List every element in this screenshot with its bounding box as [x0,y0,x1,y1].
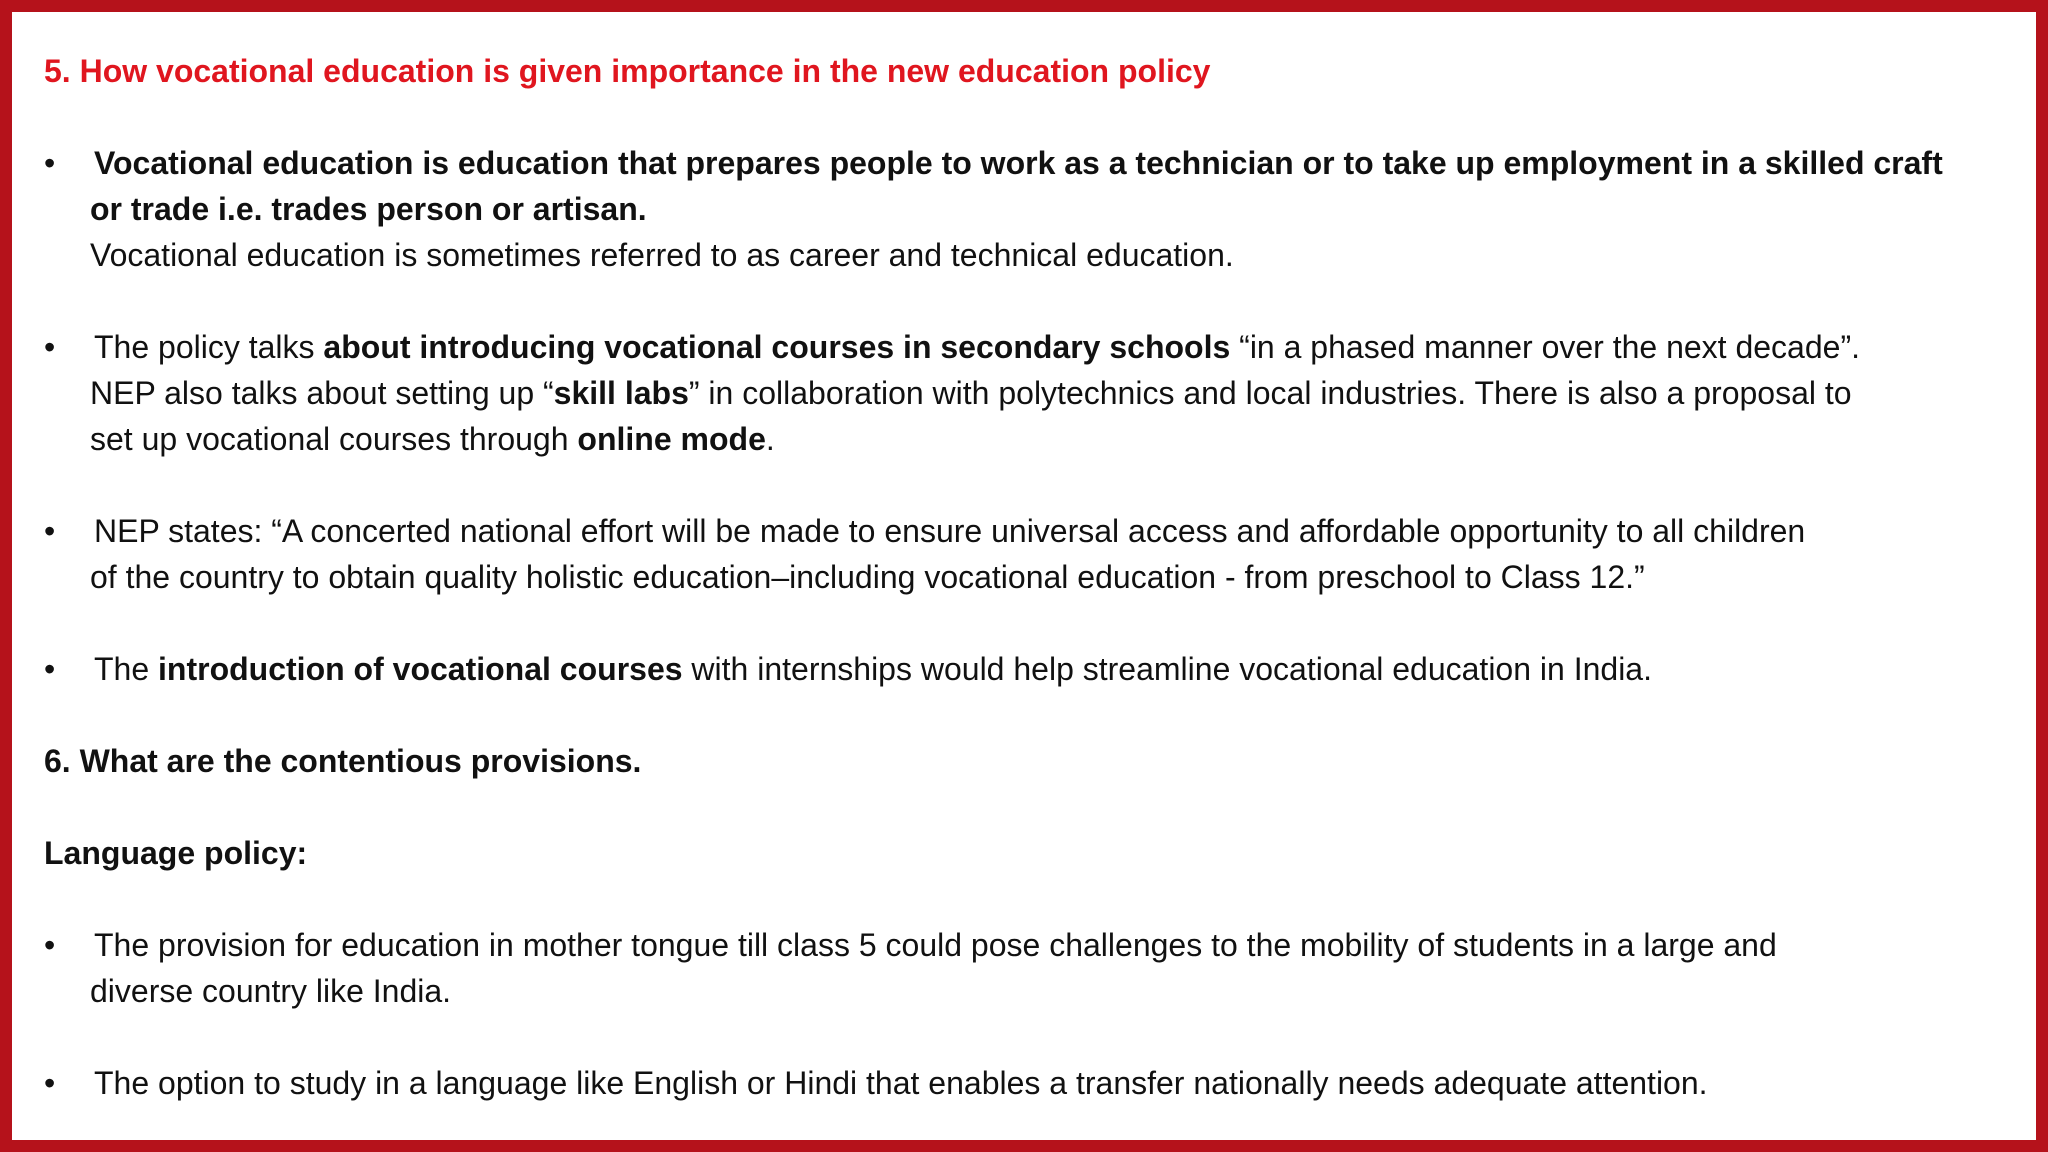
bullet-dot: • [44,329,56,365]
text-run: ” in collaboration with polytechnics and local industries. There is also a proposal to [688,375,1852,411]
text-run-bold: about introducing vocational courses in secondary schools [323,329,1231,365]
bullet-nep-states [44,508,2034,600]
spacer [44,462,2034,508]
bullet-dot: • [44,927,56,963]
text-run: “in a phased manner over the next decade”. [1230,329,1860,365]
text-run: . [765,421,775,457]
text-run: The policy talks [94,329,324,365]
nep-states-line-2: of the country to obtain quality holistic education–including vocational education - from preschool to Class 12.” [90,559,1645,595]
bullet-dot: • [44,145,56,181]
text-run: with internships would help streamline vocational education in India. [682,651,1652,687]
spacer [44,278,2034,324]
text-run: NEP also talks about setting up “ [90,375,554,411]
definition-line-3: Vocational education is sometimes referred to as career and technical education. [90,237,1234,273]
section-5-heading: 5. How vocational education is given importance in the new education policy [44,53,1211,89]
bullet-dot: • [44,651,56,687]
spacer [44,692,2034,738]
bullet-vocational-definition [44,140,2034,278]
spacer [44,600,2034,646]
text-run-bold: online mode [577,421,766,457]
language-policy-subheading: Language policy: [44,835,308,871]
mother-tongue-line-2: diverse country like India. [90,973,452,1009]
text-run-bold: skill labs [553,375,689,411]
spacer [44,876,2034,922]
slide-content [44,48,2034,1106]
mother-tongue-line-1: The provision for education in mother tongue till class 5 could pose challenges to the mobility of students in a large and [94,927,1777,963]
section-6-heading: 6. What are the contentious provisions. [44,743,642,779]
definition-line-1: Vocational education is education that prepares people to work as a technician or to take up employment in a skilled craft [94,145,1943,181]
nep-states-line-1: NEP states: “A concerted national effort will be made to ensure universal access and affordable opportunity to all children [94,513,1806,549]
text-run-bold: introduction of vocational courses [158,651,683,687]
bullet-dot: • [44,1065,56,1101]
bullet-dot: • [44,513,56,549]
text-run: The [94,651,159,687]
spacer [44,1014,2034,1060]
definition-line-2: or trade i.e. trades person or artisan. [90,191,647,227]
spacer [44,784,2034,830]
bullet-policy-secondary-schools [44,324,2034,462]
english-hindi-line-1: The option to study in a language like English or Hindi that enables a transfer nationally needs adequate attention. [94,1065,1708,1101]
bullet-mother-tongue [44,922,2034,1014]
spacer [44,94,2034,140]
bullet-introduction-courses [44,646,2034,692]
bullet-english-hindi [44,1060,2034,1106]
text-run: set up vocational courses through [90,421,578,457]
